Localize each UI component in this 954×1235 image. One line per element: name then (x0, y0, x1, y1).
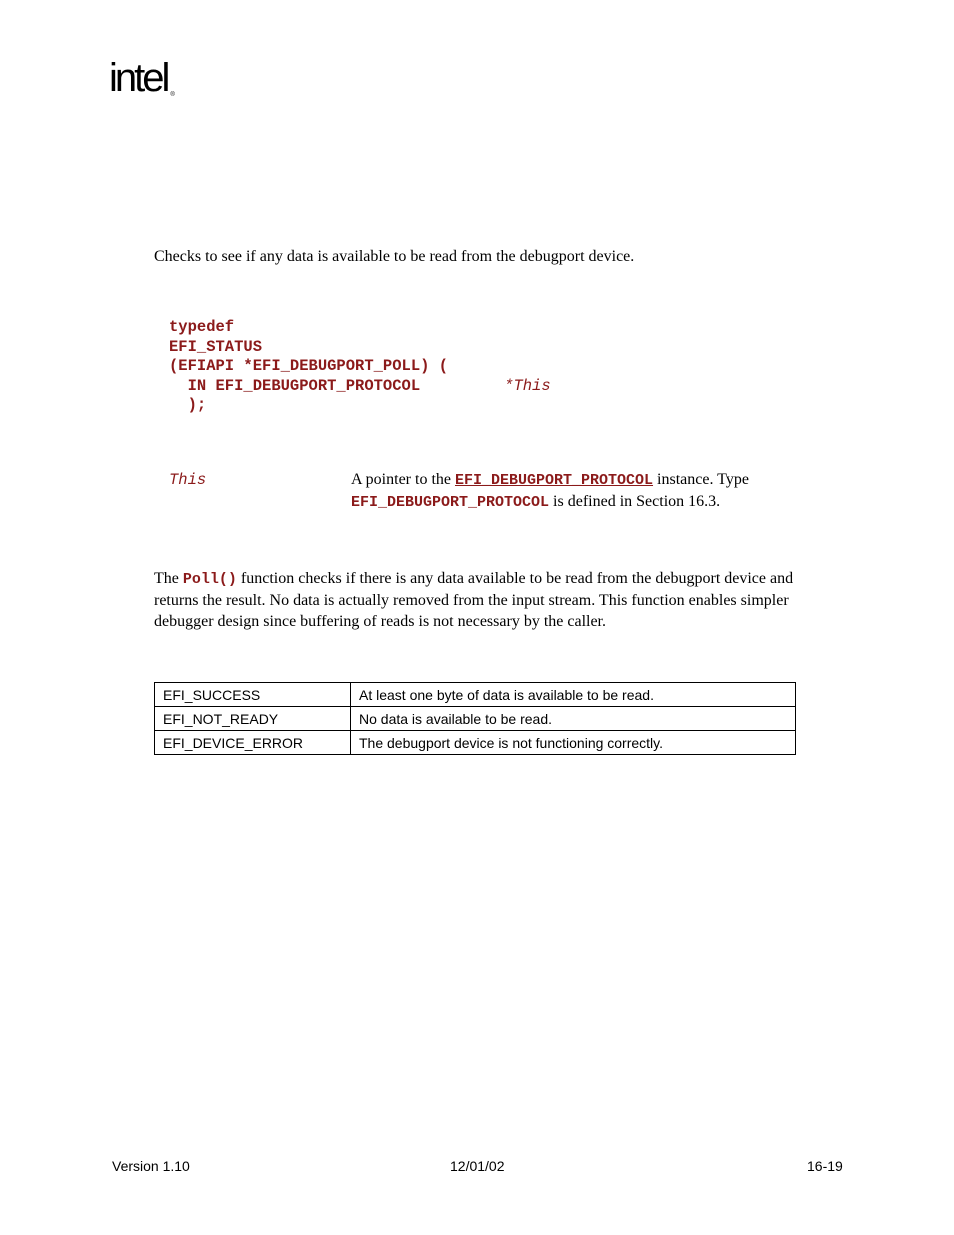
status-meaning: At least one byte of data is available to be read. (351, 683, 796, 707)
param-desc-text-a: A pointer to the (351, 471, 455, 488)
prototype-return-type: EFI_STATUS (169, 337, 263, 356)
prototype-param-type: IN EFI_DEBUGPORT_PROTOCOL (169, 376, 421, 395)
prototype-function: (EFIAPI *EFI_DEBUGPORT_POLL) ( (169, 357, 449, 376)
description-pre: The (154, 570, 183, 587)
status-codes-table (154, 682, 796, 755)
param-desc-text-b: instance. Type (653, 471, 749, 488)
logo-text: intel (109, 56, 168, 100)
description-paragraph (154, 568, 822, 632)
prototype-param-name: *This (504, 376, 551, 395)
param-name-this: This (169, 471, 207, 489)
prototype-param-line (169, 377, 551, 397)
protocol-link[interactable]: EFI_DEBUGPORT_PROTOCOL (454, 472, 654, 489)
table-row (155, 731, 796, 755)
prototype-block (169, 318, 551, 416)
prototype-close: ); (169, 396, 207, 415)
protocol-type-name: EFI_DEBUGPORT_PROTOCOL (351, 494, 550, 511)
footer-version: Version 1.10 (112, 1158, 190, 1174)
status-code: EFI_SUCCESS (155, 683, 351, 707)
table-row (155, 683, 796, 707)
param-description-this (351, 469, 811, 513)
registered-mark: ® (170, 92, 175, 98)
param-desc-text-d: is defined in Section 16.3. (549, 493, 721, 510)
status-meaning: No data is available to be read. (351, 707, 796, 731)
status-code: EFI_DEVICE_ERROR (155, 731, 351, 755)
description-post: function checks if there is any data available to be read from the debugport device and returns the result. No data is actually removed from the input stream. This function enables simpler debugger design since buffering of reads is not necessary by the caller. (154, 570, 794, 630)
table-row (155, 707, 796, 731)
footer-page-number: 16-19 (807, 1158, 843, 1174)
prototype-typedef: typedef (169, 318, 235, 336)
summary-text: Checks to see if any data is available to be read from the debugport device. (154, 248, 635, 265)
status-meaning: The debugport device is not functioning correctly. (351, 731, 796, 755)
footer-date: 12/01/02 (450, 1158, 505, 1174)
function-name: Poll() (182, 571, 237, 588)
status-code: EFI_NOT_READY (155, 707, 351, 731)
intel-logo (109, 58, 175, 98)
